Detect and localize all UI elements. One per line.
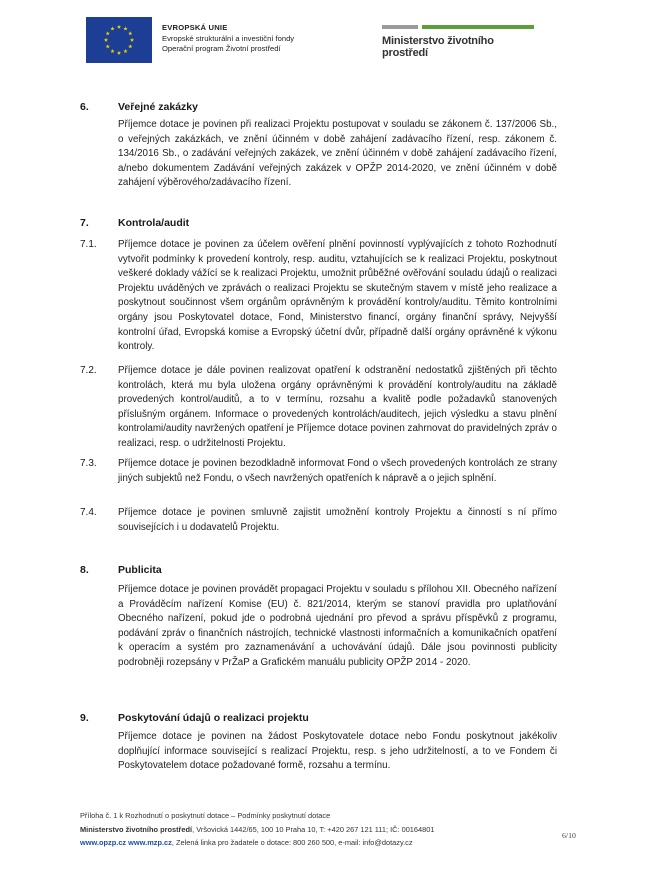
footer-ministry: Ministerstvo životního prostředí <box>80 824 193 834</box>
eu-star-icon <box>130 38 134 42</box>
section-title: Publicita <box>118 564 162 576</box>
section-title: Poskytování údajů o realizaci projektu <box>118 712 309 724</box>
eu-star-icon <box>106 44 110 48</box>
footer-address-line <box>80 823 434 837</box>
footer-web-links[interactable]: www.opzp.cz www.mzp.cz <box>80 838 172 848</box>
footer-contact-line <box>80 836 434 850</box>
eu-program: Operační program Životní prostředí <box>162 44 281 53</box>
section-title: Veřejné zakázky <box>118 101 198 113</box>
eu-flag-logo <box>86 17 152 63</box>
item-number: 7.1. <box>80 239 97 250</box>
eu-star-icon <box>117 51 121 55</box>
section-paragraph: Příjemce dotace je povinen na žádost Poskytovatele dotace nebo Fondu poskytnout jakékoliv doplňující informace související s realizací Projektu, resp. s jeho udržitelností, a to ve Fondem či Poskytovatelem dotace požadované formě, rozsahu a termínu. <box>118 731 557 772</box>
section-title: Kontrola/audit <box>118 217 190 229</box>
item-number: 7.2. <box>80 365 97 376</box>
footer-hotline: , Zelená linka pro žadatele o dotace: 800 260 500, e-mail: info@dotazy.cz <box>171 838 413 848</box>
ministry-name: Ministerstvo životního prostředí <box>382 35 494 59</box>
page-footer <box>80 809 434 850</box>
eu-text-block <box>162 23 294 55</box>
footer-address: , Vršovická 1442/65, 100 10 Praha 10, T: +420 267 121 111; IČ: 00164801 <box>192 824 435 834</box>
section-number: 7. <box>80 217 89 229</box>
item-number: 7.3. <box>80 458 97 469</box>
eu-star-icon <box>106 31 110 35</box>
item-number: 7.4. <box>80 507 97 518</box>
eu-star-icon <box>123 49 127 53</box>
section-paragraph: Příjemce dotace je povinen provádět propagaci Projektu v souladu s přílohou XII. Obecného nařízení a Prováděcím nařízení Komise (EU) č. 821/2014, kterým se stanoví pravidla pro uplatňování Obecného nařízení, pokud jde o podrobná ujednání pro převod a správu příspěvků z programu, podávání zpráv o finančních nástrojích, technické vlastnosti informačních a komunikačních opatření k operacím a systém pro zaznamenávání a uchovávání údajů. Dále jsou povinnosti publicity podrobněji rozepsány v PrŽaP a Grafickém manuálu publicity OPŽP 2014 - 2020. <box>118 584 557 668</box>
eu-title: EVROPSKÁ UNIE <box>162 23 228 32</box>
item-text: Příjemce dotace je povinen za účelem ověření plnění povinností vyplývajících z tohoto Rozhodnutí vytvořit podmínky k provedení kontroly, resp. auditu, vztahujících se k realizaci Projektu, poskytnout veškeré doklady vážící se k realizaci Projektu, umožnit průběžné ověřování souladu údajů o realizaci Projektu uváděných ve zprávách o realizaci Projektu se skutečným stavem v místě jeho realizace a poskytnout součinnost všem orgánům oprávněným k provádění kontroly/auditu. Těmito kontrolními orgány jsou Poskytovatel dotace, Fond, Ministerstvo financí, orgány finanční správy, Nejvyšší kontrolní úřad, Evropská komise a Evropský účetní dvůr, případně další orgány oprávněné k výkonu kontroly. <box>118 239 557 353</box>
eu-star-icon <box>123 27 127 31</box>
section-paragraph: Příjemce dotace je povinen při realizaci Projektu postupovat v souladu se zákonem č. 137/2006 Sb., o veřejných zakázkách, ve znění účinném v době zahájení zadávacího řízení, resp. zákonem č. 134/2016 Sb., o zadávání veřejných zakázek, ve znění účinném v době zahájení zadávacího řízení, a/nebo dokumentem Zadávání veřejných zakázek v OPŽP 2014-2020, ve znění účinném v době zahájení výběrového/zadávacího řízení. <box>118 119 557 189</box>
section-number: 6. <box>80 101 89 113</box>
eu-stars-icon <box>86 17 152 63</box>
eu-star-icon <box>128 31 132 35</box>
section-number: 8. <box>80 564 89 576</box>
eu-star-icon <box>110 49 114 53</box>
ministry-logo <box>382 25 534 59</box>
section-number: 9. <box>80 712 89 724</box>
item-text: Příjemce dotace je povinen smluvně zajistit umožnění kontroly Projektu a činností s ní přímo souvisejících i u dodavatelů Projektu. <box>118 507 557 533</box>
eu-star-icon <box>104 38 108 42</box>
item-text: Příjemce dotace je povinen bezodkladně informovat Fond o všech provedených kontrolách ze strany jiných subjektů než Fondu, o všech navržených opatřeních k nápravě a o jejich splnění. <box>118 458 557 484</box>
eu-funds: Evropské strukturální a investiční fondy <box>162 33 295 43</box>
footer-annex-line: Příloha č. 1 k Rozhodnutí o poskytnutí dotace – Podmínky poskytnutí dotace <box>80 811 331 820</box>
eu-star-icon <box>110 27 114 31</box>
eu-star-icon <box>128 44 132 48</box>
eu-star-icon <box>117 25 121 29</box>
item-text: Příjemce dotace je dále povinen realizovat opatření k odstranění nedostatků zjištěných při těchto kontrolách, která mu byla uložena orgány oprávněnými k provádění kontroly/auditu na základě provedených kontrol/auditů, a to v termínu, rozsahu a kvalitě podle požadavků stanovených příslušným orgánem. Informace o provedených kontrolách/auditech, jejich výsledku a stavu plnění kontrolami/audity navržených opatření je Příjemce dotace povinen zahrnovat do pravidelných zpráv o realizaci, resp. o udržitelnosti Projektu. <box>118 365 557 449</box>
page-number: 6/10 <box>562 831 576 840</box>
ministry-color-bars <box>382 25 534 29</box>
